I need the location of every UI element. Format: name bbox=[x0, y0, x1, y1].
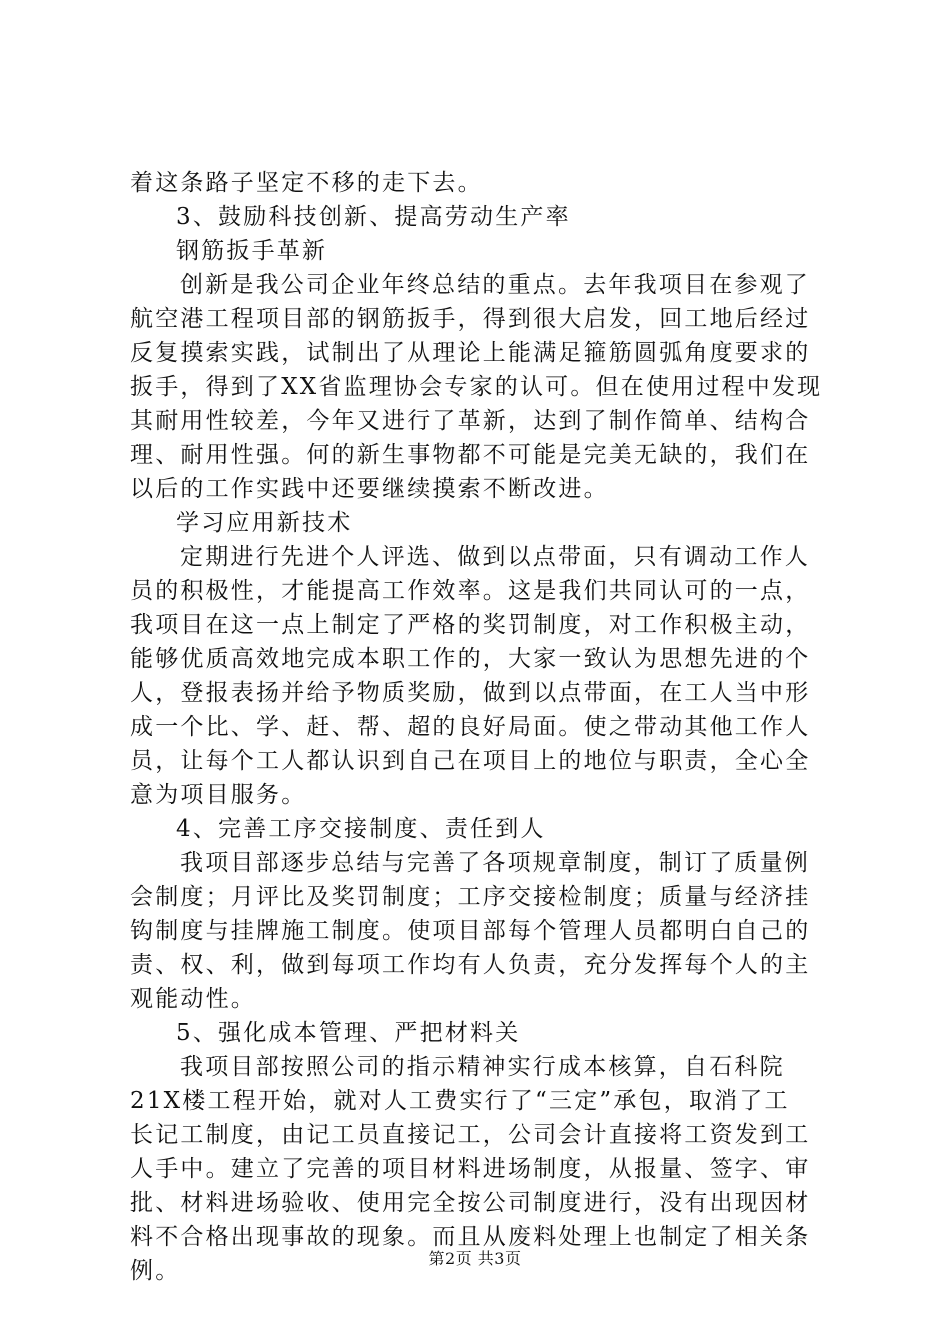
paragraph-line: 会制度；月评比及奖罚制度；工序交接检制度；质量与经济挂 bbox=[130, 884, 811, 910]
paragraph-line: 人，登报表扬并给予物质奖励，做到以点带面，在工人当中形 bbox=[130, 680, 811, 706]
paragraph-line: 意为项目服务。 bbox=[130, 782, 307, 808]
paragraph-line: 21X楼工程开始，就对人工费实行了“三定”承包，取消了工 bbox=[130, 1088, 790, 1114]
paragraph-line: 人手中。建立了完善的项目材料进场制度，从报量、签字、审 bbox=[130, 1156, 811, 1182]
paragraph-line: 其耐用性较差，今年又进行了革新，达到了制作简单、结构合 bbox=[130, 408, 811, 434]
section-heading: 钢筋扳手革新 bbox=[176, 238, 328, 264]
paragraph-line: 例。 bbox=[130, 1258, 181, 1284]
paragraph-line: 长记工制度，由记工员直接记工，公司会计直接将工资发到工 bbox=[130, 1122, 811, 1148]
paragraph-line: 料不合格出现事故的现象。而且从废料处理上也制定了相关条 bbox=[130, 1224, 811, 1250]
paragraph-line: 我项目在这一点上制定了严格的奖罚制度，对工作积极主动， bbox=[130, 612, 811, 638]
paragraph-line: 钩制度与挂牌施工制度。使项目部每个管理人员都明白自己的 bbox=[130, 918, 811, 944]
paragraph-line: 定期进行先进个人评选、做到以点带面，只有调动工作人 bbox=[180, 544, 810, 570]
section-heading: 4、完善工序交接制度、责任到人 bbox=[176, 816, 546, 842]
paragraph-line: 员的积极性，才能提高工作效率。这是我们共同认可的一点， bbox=[130, 578, 811, 604]
document-body bbox=[130, 166, 830, 1288]
paragraph-line: 责、权、利，做到每项工作均有人负责，充分发挥每个人的主 bbox=[130, 952, 811, 978]
paragraph-line: 扳手，得到了XX省监理协会专家的认可。但在使用过程中发现 bbox=[130, 374, 823, 400]
paragraph-line: 着这条路子坚定不移的走下去。 bbox=[130, 170, 483, 196]
paragraph-line: 创新是我公司企业年终总结的重点。去年我项目在参观了 bbox=[180, 272, 810, 298]
section-heading: 5、强化成本管理、严把材料关 bbox=[176, 1020, 521, 1046]
section-heading: 3、鼓励科技创新、提高劳动生产率 bbox=[176, 204, 571, 230]
paragraph-line: 批、材料进场验收、使用完全按公司制度进行，没有出现因材 bbox=[130, 1190, 811, 1216]
paragraph-line: 反复摸索实践，试制出了从理论上能满足箍筋圆弧角度要求的 bbox=[130, 340, 811, 366]
paragraph-line: 理、耐用性强。何的新生事物都不可能是完美无缺的，我们在 bbox=[130, 442, 811, 468]
paragraph-line: 能够优质高效地完成本职工作的，大家一致认为思想先进的个 bbox=[130, 646, 811, 672]
paragraph-line: 我项目部逐步总结与完善了各项规章制度，制订了质量例 bbox=[180, 850, 810, 876]
paragraph-line: 以后的工作实践中还要继续摸索不断改进。 bbox=[130, 476, 609, 502]
paragraph-line: 员，让每个工人都认识到自己在项目上的地位与职责，全心全 bbox=[130, 748, 811, 774]
section-heading: 学习应用新技术 bbox=[176, 510, 353, 536]
page-footer: 第2页 共3页 bbox=[428, 1249, 522, 1268]
paragraph-line: 航空港工程项目部的钢筋扳手，得到很大启发，回工地后经过 bbox=[130, 306, 811, 332]
paragraph-line: 我项目部按照公司的指示精神实行成本核算，自石科院 bbox=[180, 1054, 785, 1080]
paragraph-line: 观能动性。 bbox=[130, 986, 256, 1012]
paragraph-line: 成一个比、学、赶、帮、超的良好局面。使之带动其他工作人 bbox=[130, 714, 811, 740]
